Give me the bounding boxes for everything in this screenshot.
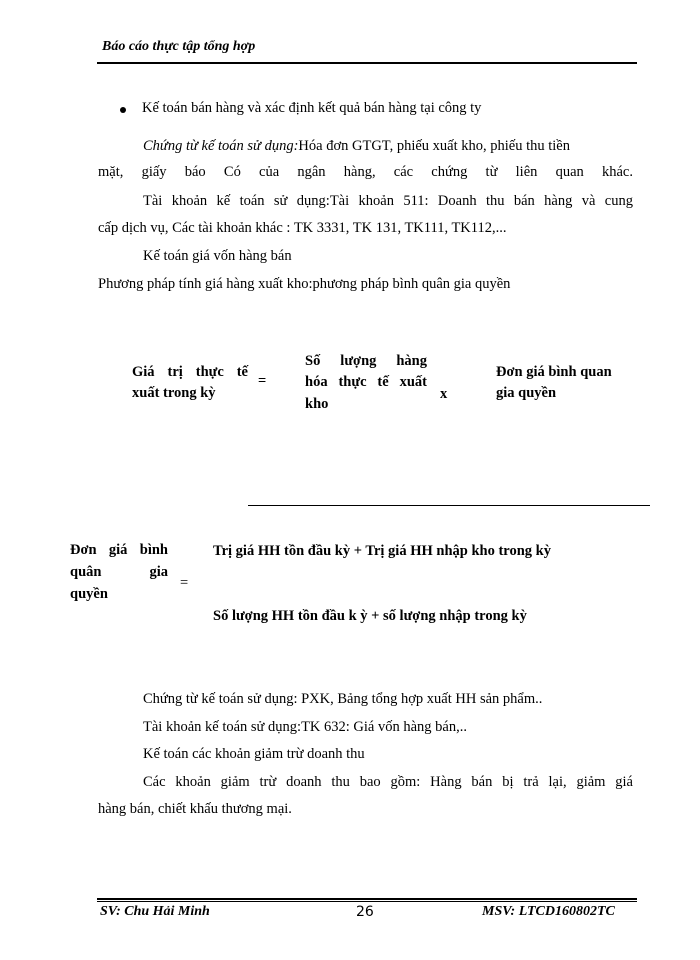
formula2-denominator: Số lượng HH tồn đầu k ỳ + số lượng nhập trong kỳ	[213, 608, 527, 624]
formula2-lhs-line1: Đơn giá bình	[70, 542, 168, 558]
chungtu-text-1: Hóa đơn GTGT, phiếu xuất kho, phiếu thu tiền	[298, 138, 570, 154]
taikhoan-line-2: cấp dịch vụ, Các tài khoản khác : TK 3331, TK 131, TK111, TK112,...	[98, 220, 507, 236]
formula2-numerator: Trị giá HH tồn đầu kỳ + Trị giá HH nhập kho trong kỳ	[213, 543, 551, 559]
chungtu-label: Chứng từ kế toán sử dụng:	[143, 138, 299, 154]
section-title: Kế toán bán hàng và xác định kết quả bán hàng tại công ty	[142, 100, 482, 116]
page-header-title: Báo cáo thực tập tổng hợp	[102, 39, 256, 54]
taikhoan2-line: Tài khoản kế toán sử dụng:TK 632: Giá vốn hàng bán,..	[143, 719, 467, 735]
formula1-times: x	[440, 386, 448, 402]
chungtu-line-1	[143, 138, 633, 155]
formula1-lhs-line1: Giá trị thực tế	[132, 364, 248, 380]
formula2-equals: =	[180, 575, 189, 591]
phuongphap-line: Phương pháp tính giá hàng xuất kho:phương pháp bình quân gia quyền	[98, 276, 511, 292]
footer-student-name: SV: Chu Hải Minh	[100, 904, 210, 919]
formula1-equals: =	[258, 373, 267, 389]
formula1-qty-line3: kho	[305, 396, 329, 412]
taikhoan-line-1: Tài khoản kế toán sử dụng:Tài khoản 511: Doanh thu bán hàng và cung	[143, 193, 633, 209]
fraction-divider-line	[248, 505, 650, 506]
footer-page-number: 26	[356, 904, 374, 920]
formula1-price-line1: Đơn giá bình quan	[496, 364, 612, 380]
chungtu2-line: Chứng từ kế toán sử dụng: PXK, Bảng tổng hợp xuất HH sản phẩm..	[143, 691, 543, 707]
formula1-price-line2: gia quyền	[496, 385, 557, 401]
footer-student-id: MSV: LTCD160802TC	[482, 904, 615, 919]
formula2-lhs-line2: quân gia	[70, 564, 168, 580]
chungtu-line-2: mặt, giấy báo Có của ngân hàng, các chứng từ liên quan khác.	[98, 164, 633, 180]
giamtru-line-2: hàng bán, chiết khấu thương mại.	[98, 801, 292, 817]
footer-rule	[97, 898, 637, 900]
giamtru-line-1: Các khoản giảm trừ doanh thu bao gồm: Hàng bán bị trả lại, giảm giá	[143, 774, 633, 790]
footer-rule-thin	[97, 901, 637, 902]
formula1-qty-line1: Số lượng hàng	[305, 353, 427, 369]
formula1-qty-line2: hóa thực tế xuất	[305, 374, 427, 390]
bullet-dot	[120, 107, 126, 113]
formula1-lhs-line2: xuất trong kỳ	[132, 385, 216, 401]
giavon-title: Kế toán giá vốn hàng bán	[143, 248, 292, 264]
formula2-lhs-line3: quyền	[70, 586, 108, 602]
header-rule	[97, 62, 637, 64]
giamtru-title: Kế toán các khoản giảm trừ doanh thu	[143, 746, 365, 762]
